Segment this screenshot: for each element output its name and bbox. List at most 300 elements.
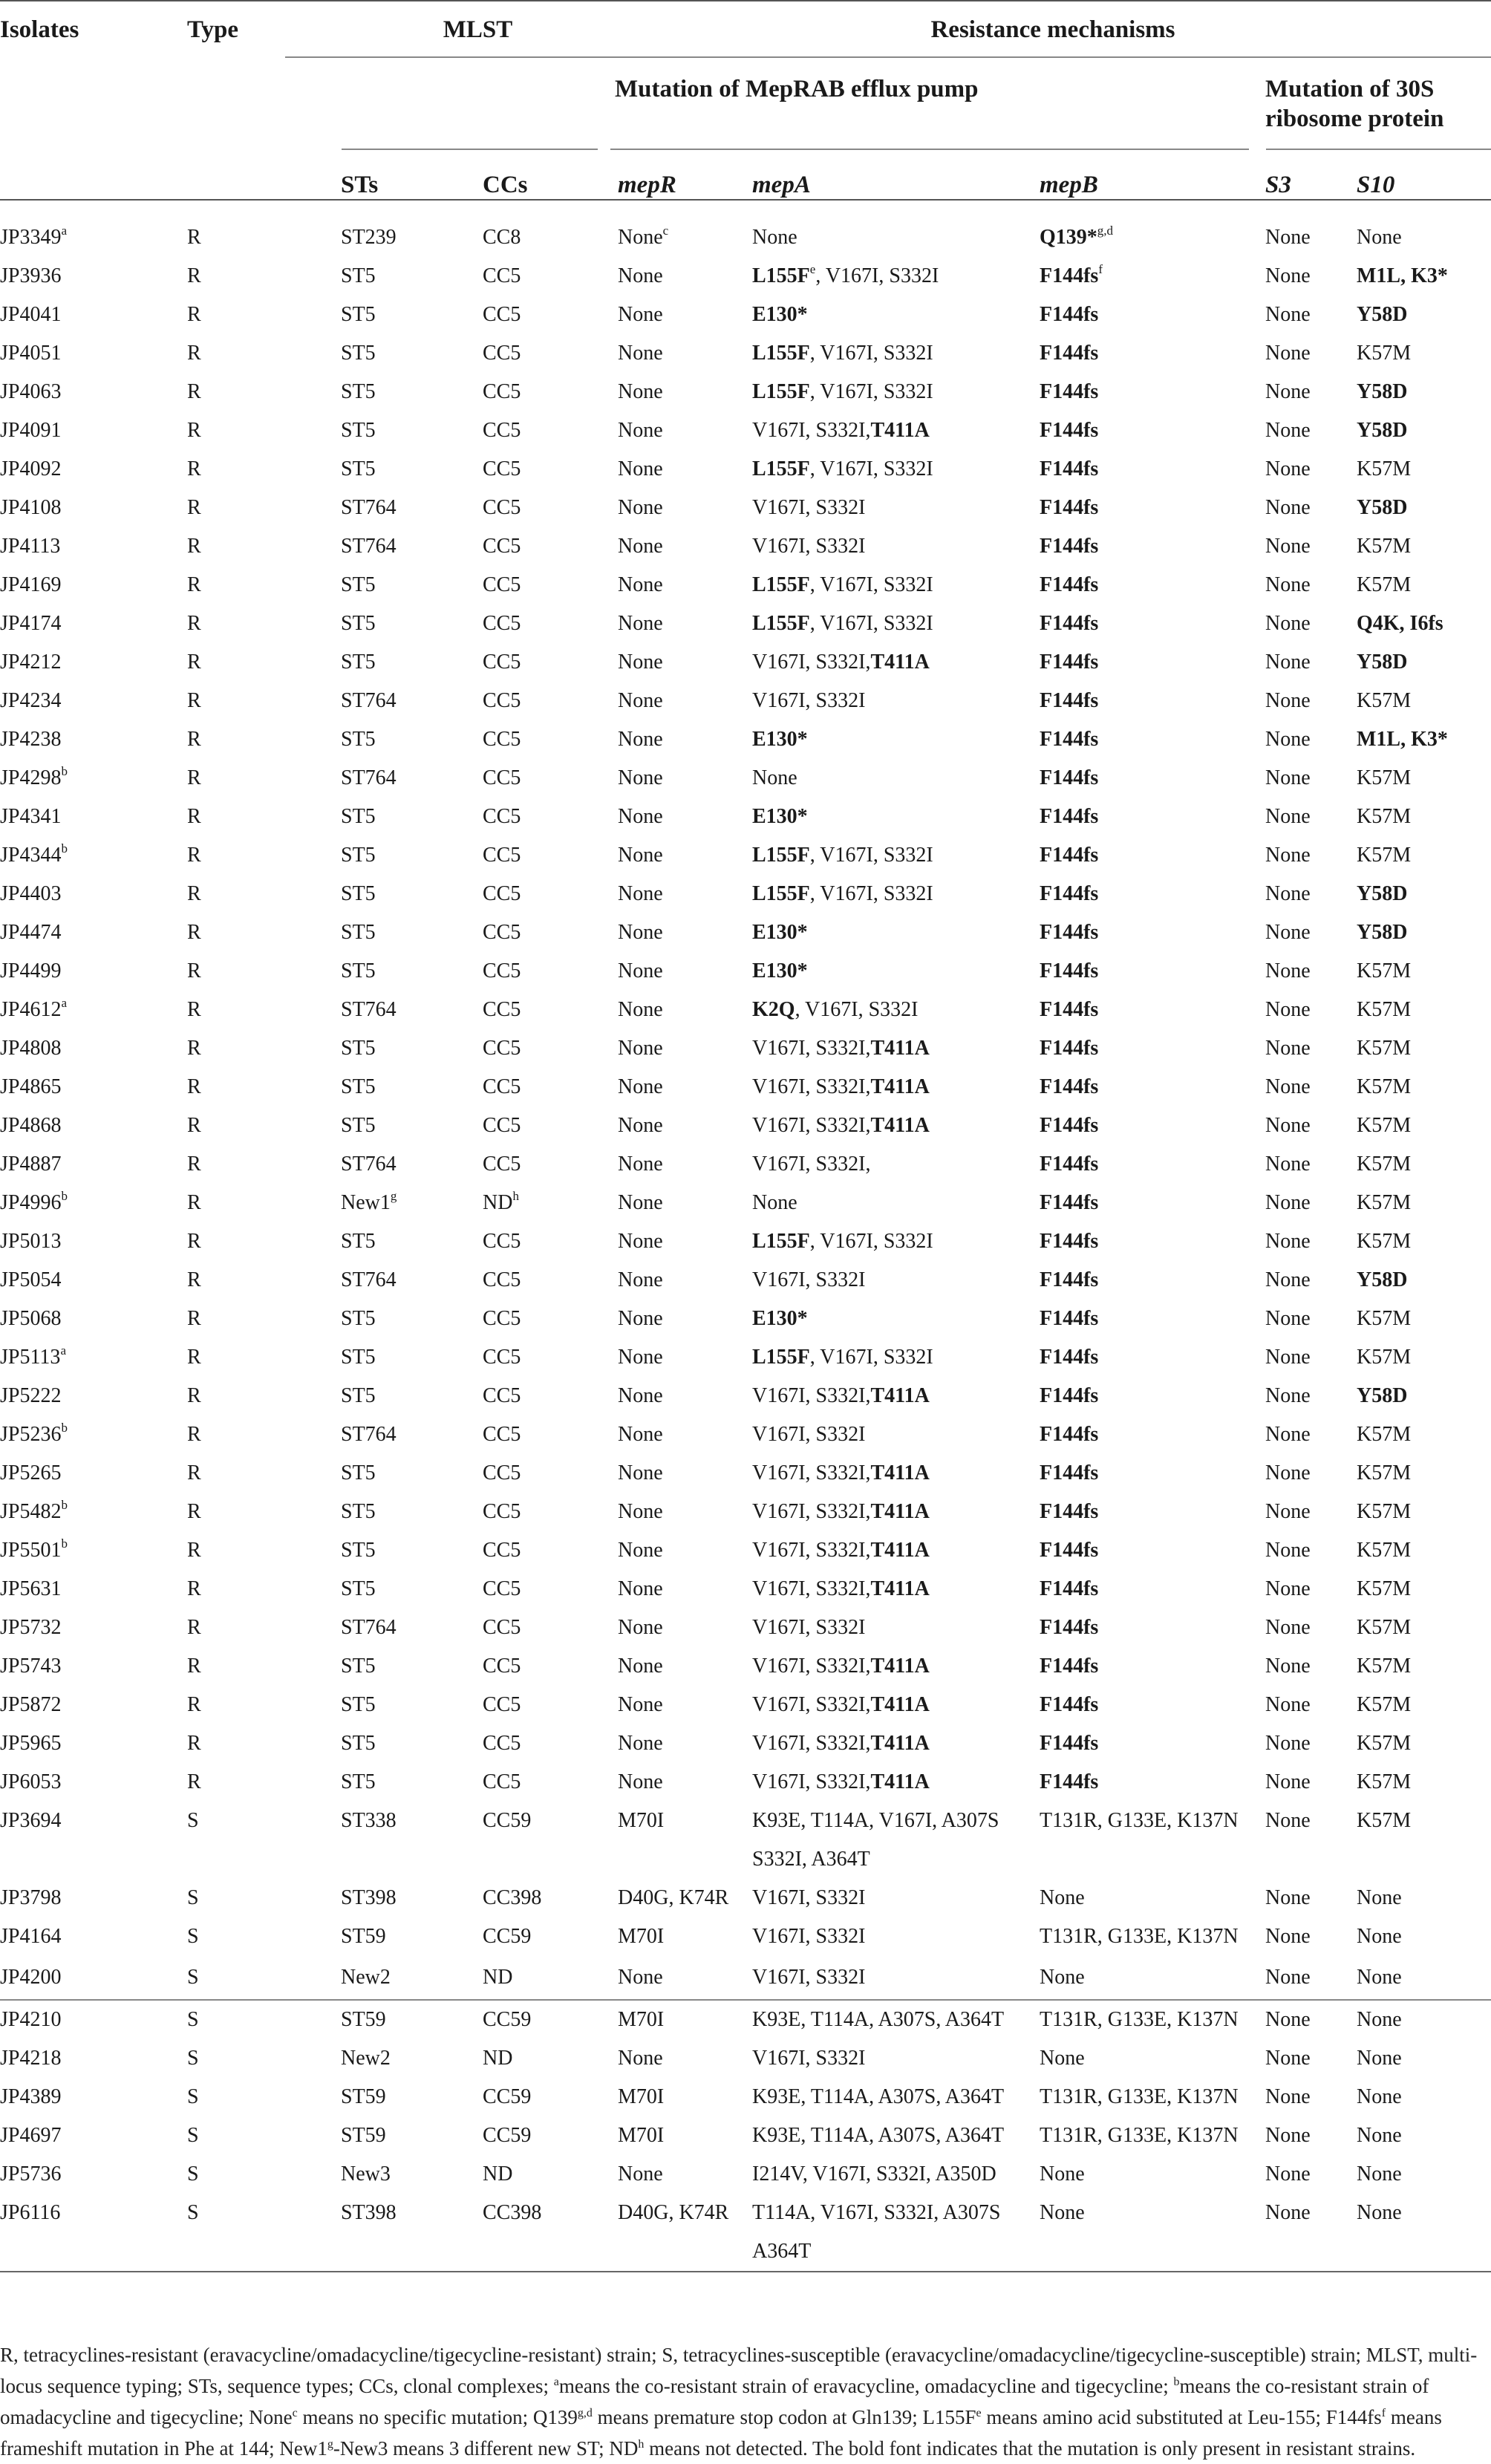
cell-mepb bbox=[1040, 913, 1262, 952]
cell-mepr bbox=[615, 1300, 752, 1338]
mutation-text: V167I, S332I bbox=[752, 1616, 866, 1639]
cell-st bbox=[341, 1068, 483, 1106]
cell-st bbox=[341, 913, 483, 952]
cell-st bbox=[341, 2116, 483, 2155]
cell-mepb bbox=[1040, 1531, 1262, 1570]
cc-value: CC8 bbox=[483, 226, 521, 249]
mutation-bold: Y58D bbox=[1357, 1268, 1408, 1291]
isolate-id: JP4218 bbox=[0, 2047, 62, 2070]
isolate-id: JP5501 bbox=[0, 1539, 62, 1562]
table-row bbox=[0, 1917, 1491, 1956]
cell-mepb bbox=[1040, 1802, 1262, 1879]
isolate-id: JP5265 bbox=[0, 1461, 62, 1484]
st-value: ST5 bbox=[341, 1037, 376, 1060]
cell-s3: None bbox=[1265, 342, 1311, 365]
table-row bbox=[0, 759, 1491, 798]
cell-mepb bbox=[1040, 1493, 1262, 1531]
cell-s10 bbox=[1357, 1956, 1491, 2000]
mutation-text: K57M bbox=[1357, 1577, 1412, 1600]
cell-isolate bbox=[0, 1106, 187, 1145]
cell-mepb bbox=[1040, 1763, 1262, 1802]
cell-s3: None bbox=[1265, 651, 1311, 674]
mutation-text: V167I, S332I bbox=[752, 1966, 866, 1989]
mutation-bold: F144fs bbox=[1040, 1268, 1099, 1291]
cell-s3: None bbox=[1265, 921, 1311, 944]
cell-isolate bbox=[0, 214, 187, 257]
mutation-bold: T411A bbox=[870, 1655, 930, 1678]
cell-isolate bbox=[0, 1029, 187, 1068]
cell-mepr bbox=[615, 450, 752, 489]
cell-cc bbox=[483, 1338, 615, 1377]
cell-s3: None bbox=[1265, 419, 1311, 442]
cell-s3: None bbox=[1265, 1191, 1311, 1214]
isolate-id: JP4403 bbox=[0, 882, 62, 905]
cell-cc bbox=[483, 1686, 615, 1724]
cell-type: S bbox=[187, 2085, 199, 2108]
mutation-text: None bbox=[1357, 2124, 1402, 2147]
cc-value: CC5 bbox=[483, 1539, 521, 1562]
cell-cc bbox=[483, 527, 615, 566]
cell-s3: None bbox=[1265, 766, 1311, 789]
cell-type: R bbox=[187, 303, 201, 326]
cell-type: R bbox=[187, 457, 201, 480]
cell-mepr bbox=[615, 1493, 752, 1531]
cell-cc bbox=[483, 2116, 615, 2155]
cell-type: R bbox=[187, 844, 201, 867]
st-value: ST764 bbox=[341, 766, 397, 789]
mutation-text: K57M bbox=[1357, 1500, 1412, 1523]
cell-st bbox=[341, 1917, 483, 1956]
mutation-text: , V167I, S332I bbox=[809, 342, 933, 365]
cell-type: S bbox=[187, 2194, 341, 2272]
isolate-id: JP4210 bbox=[0, 2008, 62, 2031]
cell-mepb bbox=[1040, 643, 1262, 682]
cell-mepb bbox=[1040, 411, 1262, 450]
table-row bbox=[0, 2000, 1491, 2039]
cell-isolate bbox=[0, 2116, 187, 2155]
mepr-value: M70I bbox=[618, 2124, 665, 2147]
cell-st bbox=[341, 1802, 483, 1879]
cell-mepa bbox=[752, 1917, 1040, 1956]
cell-s10 bbox=[1357, 836, 1491, 875]
cell-mepr bbox=[615, 991, 752, 1029]
mutation-bold: Y58D bbox=[1357, 1384, 1408, 1407]
isolate-id: JP4200 bbox=[0, 1966, 62, 1989]
st-value: ST5 bbox=[341, 1230, 376, 1253]
mutation-bold: Y58D bbox=[1357, 419, 1408, 442]
mutation-bold: Y58D bbox=[1357, 303, 1408, 326]
cell-mepa bbox=[752, 527, 1040, 566]
mutation-text: None bbox=[1357, 226, 1402, 249]
cell-isolate bbox=[0, 1222, 187, 1261]
cell-st bbox=[341, 1184, 483, 1222]
mutation-text: K57M bbox=[1357, 1191, 1412, 1214]
cell-mepa bbox=[752, 2000, 1040, 2039]
cell-cc bbox=[483, 875, 615, 913]
cell-mepb bbox=[1040, 450, 1262, 489]
cell-st bbox=[341, 296, 483, 334]
mutation-text: V167I, S332I, bbox=[752, 1539, 871, 1562]
cell-isolate bbox=[0, 257, 187, 296]
cell-s3: None bbox=[1265, 1037, 1311, 1060]
isolate-id: JP3936 bbox=[0, 264, 62, 287]
mutation-text: V167I, S332I, bbox=[752, 1037, 871, 1060]
footnote-marker: g,d bbox=[1097, 224, 1114, 238]
footnote-text: means premature stop codon at Gln139; L155F bbox=[592, 2406, 976, 2428]
mutation-bold: F144fs bbox=[1040, 1307, 1099, 1330]
top-rule bbox=[0, 0, 1491, 1]
cell-cc bbox=[483, 798, 615, 836]
st-value: ST764 bbox=[341, 998, 397, 1021]
cell-cc bbox=[483, 604, 615, 643]
header-bottom-rule bbox=[0, 199, 1491, 201]
mutation-bold: F144fs bbox=[1040, 573, 1099, 596]
cell-mepa bbox=[752, 1106, 1040, 1145]
isolate-id: JP4234 bbox=[0, 689, 62, 712]
cell-s3: None bbox=[1265, 1461, 1311, 1484]
footnote-marker: b bbox=[61, 764, 68, 778]
mutation-bold: F144fs bbox=[1040, 264, 1099, 287]
table-row bbox=[0, 214, 1491, 257]
cell-mepr bbox=[615, 1956, 752, 2000]
cell-type: R bbox=[187, 998, 201, 1021]
cell-isolate bbox=[0, 1184, 187, 1222]
cell-mepb bbox=[1040, 1609, 1262, 1647]
mutation-text: V167I, S332I bbox=[752, 1423, 866, 1446]
cell-isolate bbox=[0, 1609, 187, 1647]
cell-mepa bbox=[752, 1609, 1040, 1647]
cell-mepa bbox=[752, 1222, 1040, 1261]
isolate-id: JP5736 bbox=[0, 2162, 62, 2186]
mepr-value: None bbox=[618, 1966, 663, 1989]
cc-value: CC5 bbox=[483, 264, 521, 287]
cell-s3: None bbox=[1265, 998, 1311, 1021]
cell-isolate bbox=[0, 1724, 187, 1763]
cell-cc bbox=[483, 1415, 615, 1454]
cell-type: R bbox=[187, 1114, 201, 1137]
cell-s3: None bbox=[1265, 1886, 1311, 1909]
cell-mepb bbox=[1040, 527, 1262, 566]
mepr-value: None bbox=[618, 1770, 663, 1793]
cell-mepb bbox=[1040, 1261, 1262, 1300]
cell-cc bbox=[483, 566, 615, 604]
cell-isolate bbox=[0, 1454, 187, 1493]
cell-cc bbox=[483, 1802, 615, 1879]
st-value: ST5 bbox=[341, 342, 376, 365]
mepr-value: None bbox=[618, 921, 663, 944]
mutation-text: K57M bbox=[1357, 1307, 1412, 1330]
cell-isolate bbox=[0, 1377, 187, 1415]
cell-isolate bbox=[0, 450, 187, 489]
cell-mepa bbox=[752, 1763, 1040, 1802]
mutation-bold: F144fs bbox=[1040, 1075, 1099, 1098]
cc-value: CC5 bbox=[483, 496, 521, 519]
cell-s10 bbox=[1357, 296, 1491, 334]
mutation-bold: F144fs bbox=[1040, 457, 1099, 480]
cell-mepr bbox=[615, 952, 752, 991]
cell-s10 bbox=[1357, 2078, 1491, 2116]
cell-type: S bbox=[187, 1809, 199, 1832]
cell-cc bbox=[483, 1763, 615, 1802]
st-value: ST239 bbox=[341, 226, 397, 249]
cc-value: CC5 bbox=[483, 1732, 521, 1755]
cell-mepr bbox=[615, 296, 752, 334]
cell-cc bbox=[483, 1493, 615, 1531]
cc-value: CC59 bbox=[483, 2008, 532, 2031]
cell-s3: None bbox=[1265, 1809, 1311, 1832]
cell-st bbox=[341, 875, 483, 913]
cell-st bbox=[341, 566, 483, 604]
cc-value: CC5 bbox=[483, 1346, 521, 1369]
col-header-type: Type bbox=[187, 16, 239, 43]
mutation-bold: F144fs bbox=[1040, 1616, 1099, 1639]
mutation-text: , V167I, S332I bbox=[815, 264, 939, 287]
isolate-id: JP5068 bbox=[0, 1307, 62, 1330]
cell-mepr bbox=[615, 2039, 752, 2078]
cell-mepr bbox=[615, 2155, 752, 2194]
footnote-text: means no specific mutation; Q139 bbox=[297, 2406, 578, 2428]
cell-s10 bbox=[1357, 1724, 1491, 1763]
mepr-value: None bbox=[618, 1075, 663, 1098]
cell-st bbox=[341, 1222, 483, 1261]
st-value: ST398 bbox=[341, 1886, 397, 1909]
mutation-text: K93E, T114A, A307S, A364T bbox=[752, 2085, 1005, 2108]
st-value: ST5 bbox=[341, 921, 376, 944]
mutation-bold: F144fs bbox=[1040, 844, 1099, 867]
cell-st bbox=[341, 1029, 483, 1068]
st-value: ST5 bbox=[341, 1346, 376, 1369]
mepr-value: None bbox=[618, 419, 663, 442]
cell-s3: None bbox=[1265, 573, 1311, 596]
mutation-text: V167I, S332I, bbox=[752, 1384, 871, 1407]
cell-type: R bbox=[187, 1037, 201, 1060]
cell-isolate bbox=[0, 566, 187, 604]
cell-mepr bbox=[615, 2078, 752, 2116]
cell-s3: None bbox=[1265, 2047, 1311, 2070]
mutation-text: K57M bbox=[1357, 1539, 1412, 1562]
cell-isolate bbox=[0, 1493, 187, 1531]
cell-mepb bbox=[1040, 1686, 1262, 1724]
st-value: ST5 bbox=[341, 573, 376, 596]
cell-mepa bbox=[752, 1338, 1040, 1377]
cell-st bbox=[341, 1763, 483, 1802]
cell-mepr bbox=[615, 411, 752, 450]
cell-mepa bbox=[752, 296, 1040, 334]
cell-cc bbox=[483, 257, 615, 296]
mutation-text: K57M bbox=[1357, 1655, 1412, 1678]
mutation-text: K57M bbox=[1357, 1423, 1412, 1446]
cell-mepa bbox=[752, 1145, 1040, 1184]
isolate-id: JP4113 bbox=[0, 535, 61, 558]
mepr-value: None bbox=[618, 535, 663, 558]
mepr-value: None bbox=[618, 2047, 663, 2070]
cell-st bbox=[341, 1338, 483, 1377]
table-body bbox=[0, 214, 1491, 2272]
cell-s10 bbox=[1357, 1300, 1491, 1338]
cell-isolate bbox=[0, 1300, 187, 1338]
cell-s3: None bbox=[1265, 1732, 1311, 1755]
st-value: New2 bbox=[341, 2047, 391, 2070]
mutation-bold: F144fs bbox=[1040, 1655, 1099, 1678]
cell-st bbox=[341, 1531, 483, 1570]
cc-value: CC5 bbox=[483, 1384, 521, 1407]
cell-mepr bbox=[615, 2116, 752, 2155]
footnote-marker: c bbox=[292, 2407, 298, 2419]
footnote-marker: f bbox=[1098, 262, 1103, 276]
mutation-text: S332I, A364T bbox=[752, 1848, 870, 1871]
table-row bbox=[0, 2078, 1491, 2116]
cell-st bbox=[341, 1686, 483, 1724]
cell-mepb bbox=[1040, 991, 1262, 1029]
cell-mepr bbox=[615, 527, 752, 566]
cell-mepa bbox=[752, 643, 1040, 682]
mutation-text: K57M bbox=[1357, 805, 1412, 828]
cell-type: R bbox=[187, 1191, 201, 1214]
footnote-text: means not detected. The bold font indicates that the mutation is only present in resistant strains. bbox=[644, 2437, 1416, 2460]
cell-type: R bbox=[187, 1346, 201, 1369]
table-row bbox=[0, 296, 1491, 334]
cc-value: CC5 bbox=[483, 921, 521, 944]
cell-mepr bbox=[615, 1029, 752, 1068]
mutation-bold: Y58D bbox=[1357, 921, 1408, 944]
cell-type: R bbox=[187, 1693, 201, 1716]
mepr-value: None bbox=[618, 2162, 663, 2186]
table-row bbox=[0, 1222, 1491, 1261]
cell-s10 bbox=[1357, 334, 1491, 373]
st-value: ST764 bbox=[341, 1153, 397, 1176]
cell-mepb bbox=[1040, 604, 1262, 643]
isolate-id: JP3349 bbox=[0, 226, 62, 249]
cell-mepb bbox=[1040, 1956, 1262, 2000]
cell-mepr bbox=[615, 1879, 752, 1917]
st-value: ST5 bbox=[341, 1307, 376, 1330]
cell-isolate bbox=[0, 720, 187, 759]
mutation-text: None bbox=[1357, 2008, 1402, 2031]
cell-cc bbox=[483, 2000, 615, 2039]
cell-type: R bbox=[187, 1577, 201, 1600]
mutation-text: , V167I, S332I bbox=[809, 1346, 933, 1369]
cc-value: CC5 bbox=[483, 1230, 521, 1253]
cell-s10 bbox=[1357, 527, 1491, 566]
cell-isolate bbox=[0, 1763, 187, 1802]
cell-mepa bbox=[752, 1415, 1040, 1454]
cell-mepb bbox=[1040, 1415, 1262, 1454]
cell-s10 bbox=[1357, 913, 1491, 952]
mepr-value: None bbox=[618, 1423, 663, 1446]
cell-mepa bbox=[752, 875, 1040, 913]
st-value: ST59 bbox=[341, 1925, 386, 1948]
st-value: ST5 bbox=[341, 1075, 376, 1098]
cell-mepb bbox=[1040, 836, 1262, 875]
cell-st bbox=[341, 1106, 483, 1145]
cell-mepa bbox=[752, 1686, 1040, 1724]
cell-st bbox=[341, 1879, 483, 1917]
cell-isolate bbox=[0, 1415, 187, 1454]
cell-mepb bbox=[1040, 2194, 1262, 2272]
isolate-id: JP5222 bbox=[0, 1384, 62, 1407]
cell-mepb bbox=[1040, 257, 1262, 296]
cell-st bbox=[341, 411, 483, 450]
footnote-text: means the co-resistant strain of eravacycline, omadacycline and tigecycline; bbox=[558, 2375, 1174, 2397]
table-row bbox=[0, 450, 1491, 489]
mutation-bold: F144fs bbox=[1040, 1191, 1099, 1214]
mutation-text: T131R, G133E, K137N bbox=[1040, 1809, 1239, 1832]
cell-isolate bbox=[0, 1647, 187, 1686]
st-value: ST338 bbox=[341, 1809, 397, 1832]
cell-st bbox=[341, 759, 483, 798]
cc-value: CC5 bbox=[483, 1075, 521, 1098]
cell-isolate bbox=[0, 1917, 187, 1956]
cell-cc bbox=[483, 1609, 615, 1647]
mutation-bold: T411A bbox=[870, 1461, 930, 1484]
cc-value: CC5 bbox=[483, 1114, 521, 1137]
cell-type: R bbox=[187, 342, 201, 365]
cell-s3: None bbox=[1265, 1384, 1311, 1407]
cell-mepr bbox=[615, 875, 752, 913]
st-value: ST398 bbox=[341, 2201, 397, 2224]
mutation-text: V167I, S332I, bbox=[752, 1500, 871, 1523]
table-row bbox=[0, 1068, 1491, 1106]
cell-mepr bbox=[615, 798, 752, 836]
cell-cc bbox=[483, 489, 615, 527]
isolate-id: JP4169 bbox=[0, 573, 62, 596]
cc-value: CC5 bbox=[483, 1153, 521, 1176]
cell-type: R bbox=[187, 1153, 201, 1176]
cell-type: S bbox=[187, 1925, 199, 1948]
cell-mepr bbox=[615, 682, 752, 720]
isolate-id: JP3798 bbox=[0, 1886, 62, 1909]
table-row bbox=[0, 1184, 1491, 1222]
mutation-text: I214V, V167I, S332I, A350D bbox=[752, 2162, 996, 2186]
cell-s3: None bbox=[1265, 844, 1311, 867]
table-row bbox=[0, 1454, 1491, 1493]
cell-cc bbox=[483, 1917, 615, 1956]
cell-mepa bbox=[752, 1879, 1040, 1917]
cell-s10 bbox=[1357, 875, 1491, 913]
cc-value: ND bbox=[483, 1966, 513, 1989]
cell-cc bbox=[483, 643, 615, 682]
cell-st bbox=[341, 991, 483, 1029]
mepr-value: None bbox=[618, 1384, 663, 1407]
mutation-bold: F144fs bbox=[1040, 1153, 1099, 1176]
cell-mepr bbox=[615, 1145, 752, 1184]
resistance-label: Resistance mechanisms bbox=[930, 16, 1175, 43]
cell-mepa bbox=[752, 1802, 1040, 1879]
mutation-text: V167I, S332I, bbox=[752, 1153, 871, 1176]
table-row bbox=[0, 1493, 1491, 1531]
cc-value: CC5 bbox=[483, 1500, 521, 1523]
cell-type: S bbox=[187, 2000, 341, 2039]
cell-mepa bbox=[752, 1724, 1040, 1763]
cell-cc bbox=[483, 334, 615, 373]
mutation-text: V167I, S332I, bbox=[752, 1732, 871, 1755]
cell-s3: None bbox=[1265, 1770, 1311, 1793]
st-value: ST5 bbox=[341, 303, 376, 326]
mepr-value: None bbox=[618, 496, 663, 519]
st-value: New2 bbox=[341, 1966, 391, 1989]
cc-value: CC59 bbox=[483, 2124, 532, 2147]
cc-value: CC5 bbox=[483, 1655, 521, 1678]
cell-s3: None bbox=[1265, 380, 1311, 403]
mepr-value: None bbox=[618, 1539, 663, 1562]
cell-mepb bbox=[1040, 1338, 1262, 1377]
cell-st bbox=[341, 720, 483, 759]
mutation-text: None bbox=[752, 226, 797, 249]
mutation-bold: F144fs bbox=[1040, 1732, 1099, 1755]
mutation-bold: M1L, K3* bbox=[1357, 264, 1448, 287]
mutation-text: V167I, S332I, bbox=[752, 1577, 871, 1600]
cell-mepa bbox=[752, 952, 1040, 991]
